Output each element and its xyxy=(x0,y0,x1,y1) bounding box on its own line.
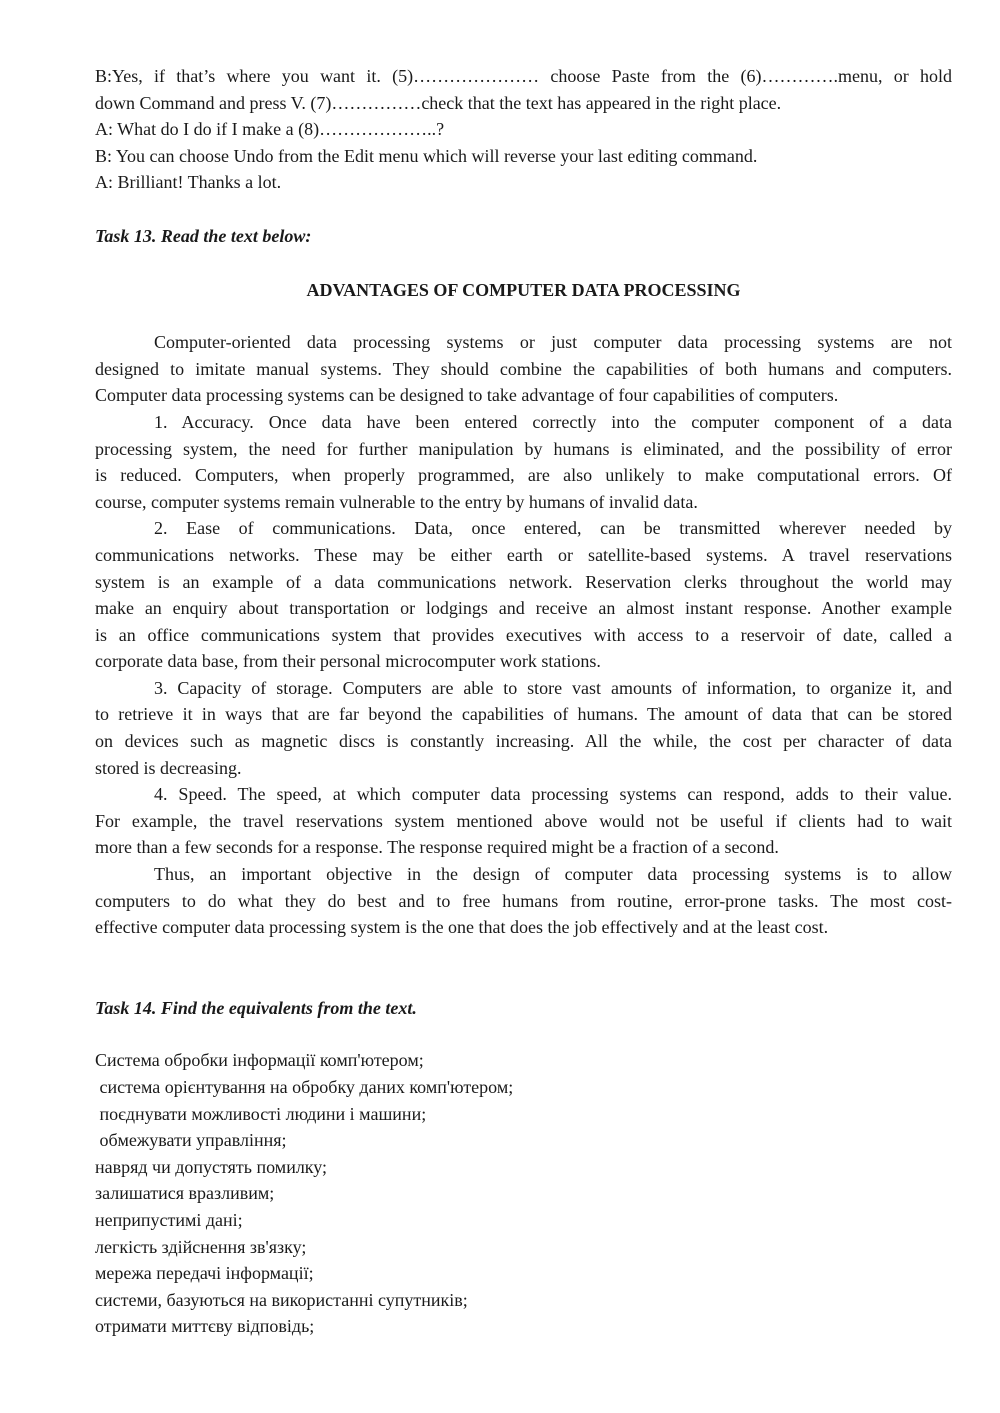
list-item: Система обробки інформації комп'ютером; xyxy=(95,1050,424,1071)
paragraph-line: effective computer data processing system is the one that does the job effectively and at the least cost. xyxy=(95,917,829,938)
paragraph-line: to retrieve it in ways that are far beyond the capabilities of humans. The amount of data that can be stored xyxy=(95,704,952,725)
paragraph-line: on devices such as magnetic discs is constantly increasing. All the while, the cost per character of data xyxy=(95,731,952,752)
paragraph-line: Computer data processing systems can be designed to take advantage of four capabilities of computers. xyxy=(95,385,839,406)
dialogue-line: A: What do I do if I make a (8)………………..? xyxy=(95,119,445,140)
paragraph-line: corporate data base, from their personal microcomputer work stations. xyxy=(95,651,601,672)
paragraph-line: 2. Ease of communications. Data, once entered, can be transmitted wherever needed by xyxy=(154,518,952,539)
list-item: системи, базуються на використанні супутників; xyxy=(95,1289,468,1310)
dialogue-line: B:Yes, if that’s where you want it. (5)………………… choose Paste from the (6)………….menu, or hold xyxy=(95,66,952,86)
article-title: ADVANTAGES OF COMPUTER DATA PROCESSING xyxy=(306,279,741,300)
paragraph-line: designed to imitate manual systems. They should combine the capabilities of both humans and computers. xyxy=(95,358,952,379)
dialogue-line: down Command and press V. (7)……………check that the text has appeared in the right place. xyxy=(95,92,782,113)
paragraph-line: For example, the travel reservations system mentioned above would not be useful if clients had to wait xyxy=(95,810,952,831)
dialogue-line: B: You can choose Undo from the Edit menu which will reverse your last editing command. xyxy=(95,145,758,166)
paragraph-line: is an office communications system that provides executives with access to a reservoir of date, called a xyxy=(95,624,952,645)
list-item: система орієнтування на обробку даних комп'ютером; xyxy=(95,1077,514,1097)
dialogue-line: A: Brilliant! Thanks a lot. xyxy=(95,172,282,193)
paragraph-line: system is an example of a data communications network. Reservation clerks throughout the world may xyxy=(95,571,952,592)
task-13-heading: Task 13. Read the text below: xyxy=(95,225,312,246)
list-item: отримати миттєву відповідь; xyxy=(95,1316,315,1337)
paragraph-line: stored is decreasing. xyxy=(95,757,242,778)
list-item: залишатися вразливим; xyxy=(95,1183,275,1204)
article-body xyxy=(95,329,952,941)
list-item: неприпустимі дані; xyxy=(95,1209,243,1230)
paragraph-line: computers to do what they do best and to free humans from routine, error-prone tasks. The most cost- xyxy=(95,890,952,911)
dialogue-block xyxy=(95,63,952,196)
list-item: поєднувати можливості людини і машини; xyxy=(95,1103,427,1124)
paragraph-line: Computer-oriented data processing systems or just computer data processing systems are not xyxy=(154,332,952,353)
paragraph-line: processing system, the need for further manipulation by humans is eliminated, and the possibility of error xyxy=(95,438,952,459)
paragraph-line: make an enquiry about transportation or lodgings and receive an almost instant response. Another example xyxy=(95,598,952,619)
list-item: обмежувати управління; xyxy=(95,1130,287,1151)
list-item: мережа передачі інформації; xyxy=(95,1263,314,1284)
task-14-heading: Task 14. Find the equivalents from the text. xyxy=(95,997,417,1018)
document-page xyxy=(95,63,952,1340)
list-item: легкість здійснення зв'язку; xyxy=(95,1236,307,1257)
paragraph-line: course, computer systems remain vulnerable to the entry by humans of invalid data. xyxy=(95,491,698,512)
paragraph-line: more than a few seconds for a response. The response required might be a fraction of a second. xyxy=(95,837,779,858)
paragraph-line: 3. Capacity of storage. Computers are able to store vast amounts of information, to organize it, and xyxy=(154,677,952,698)
paragraph-line: communications networks. These may be either earth or satellite-based systems. A travel reservations xyxy=(95,544,952,565)
paragraph-line: is reduced. Computers, when properly programmed, are also unlikely to make computational errors. Of xyxy=(95,465,952,486)
equivalents-list xyxy=(95,1047,952,1340)
paragraph-line: 1. Accuracy. Once data have been entered correctly into the computer component of a data xyxy=(154,411,952,432)
paragraph-line: 4. Speed. The speed, at which computer data processing systems can respond, adds to their value. xyxy=(154,784,952,805)
list-item: навряд чи допустять помилку; xyxy=(95,1156,328,1177)
paragraph-line: Thus, an important objective in the design of computer data processing systems is to allow xyxy=(154,864,952,885)
